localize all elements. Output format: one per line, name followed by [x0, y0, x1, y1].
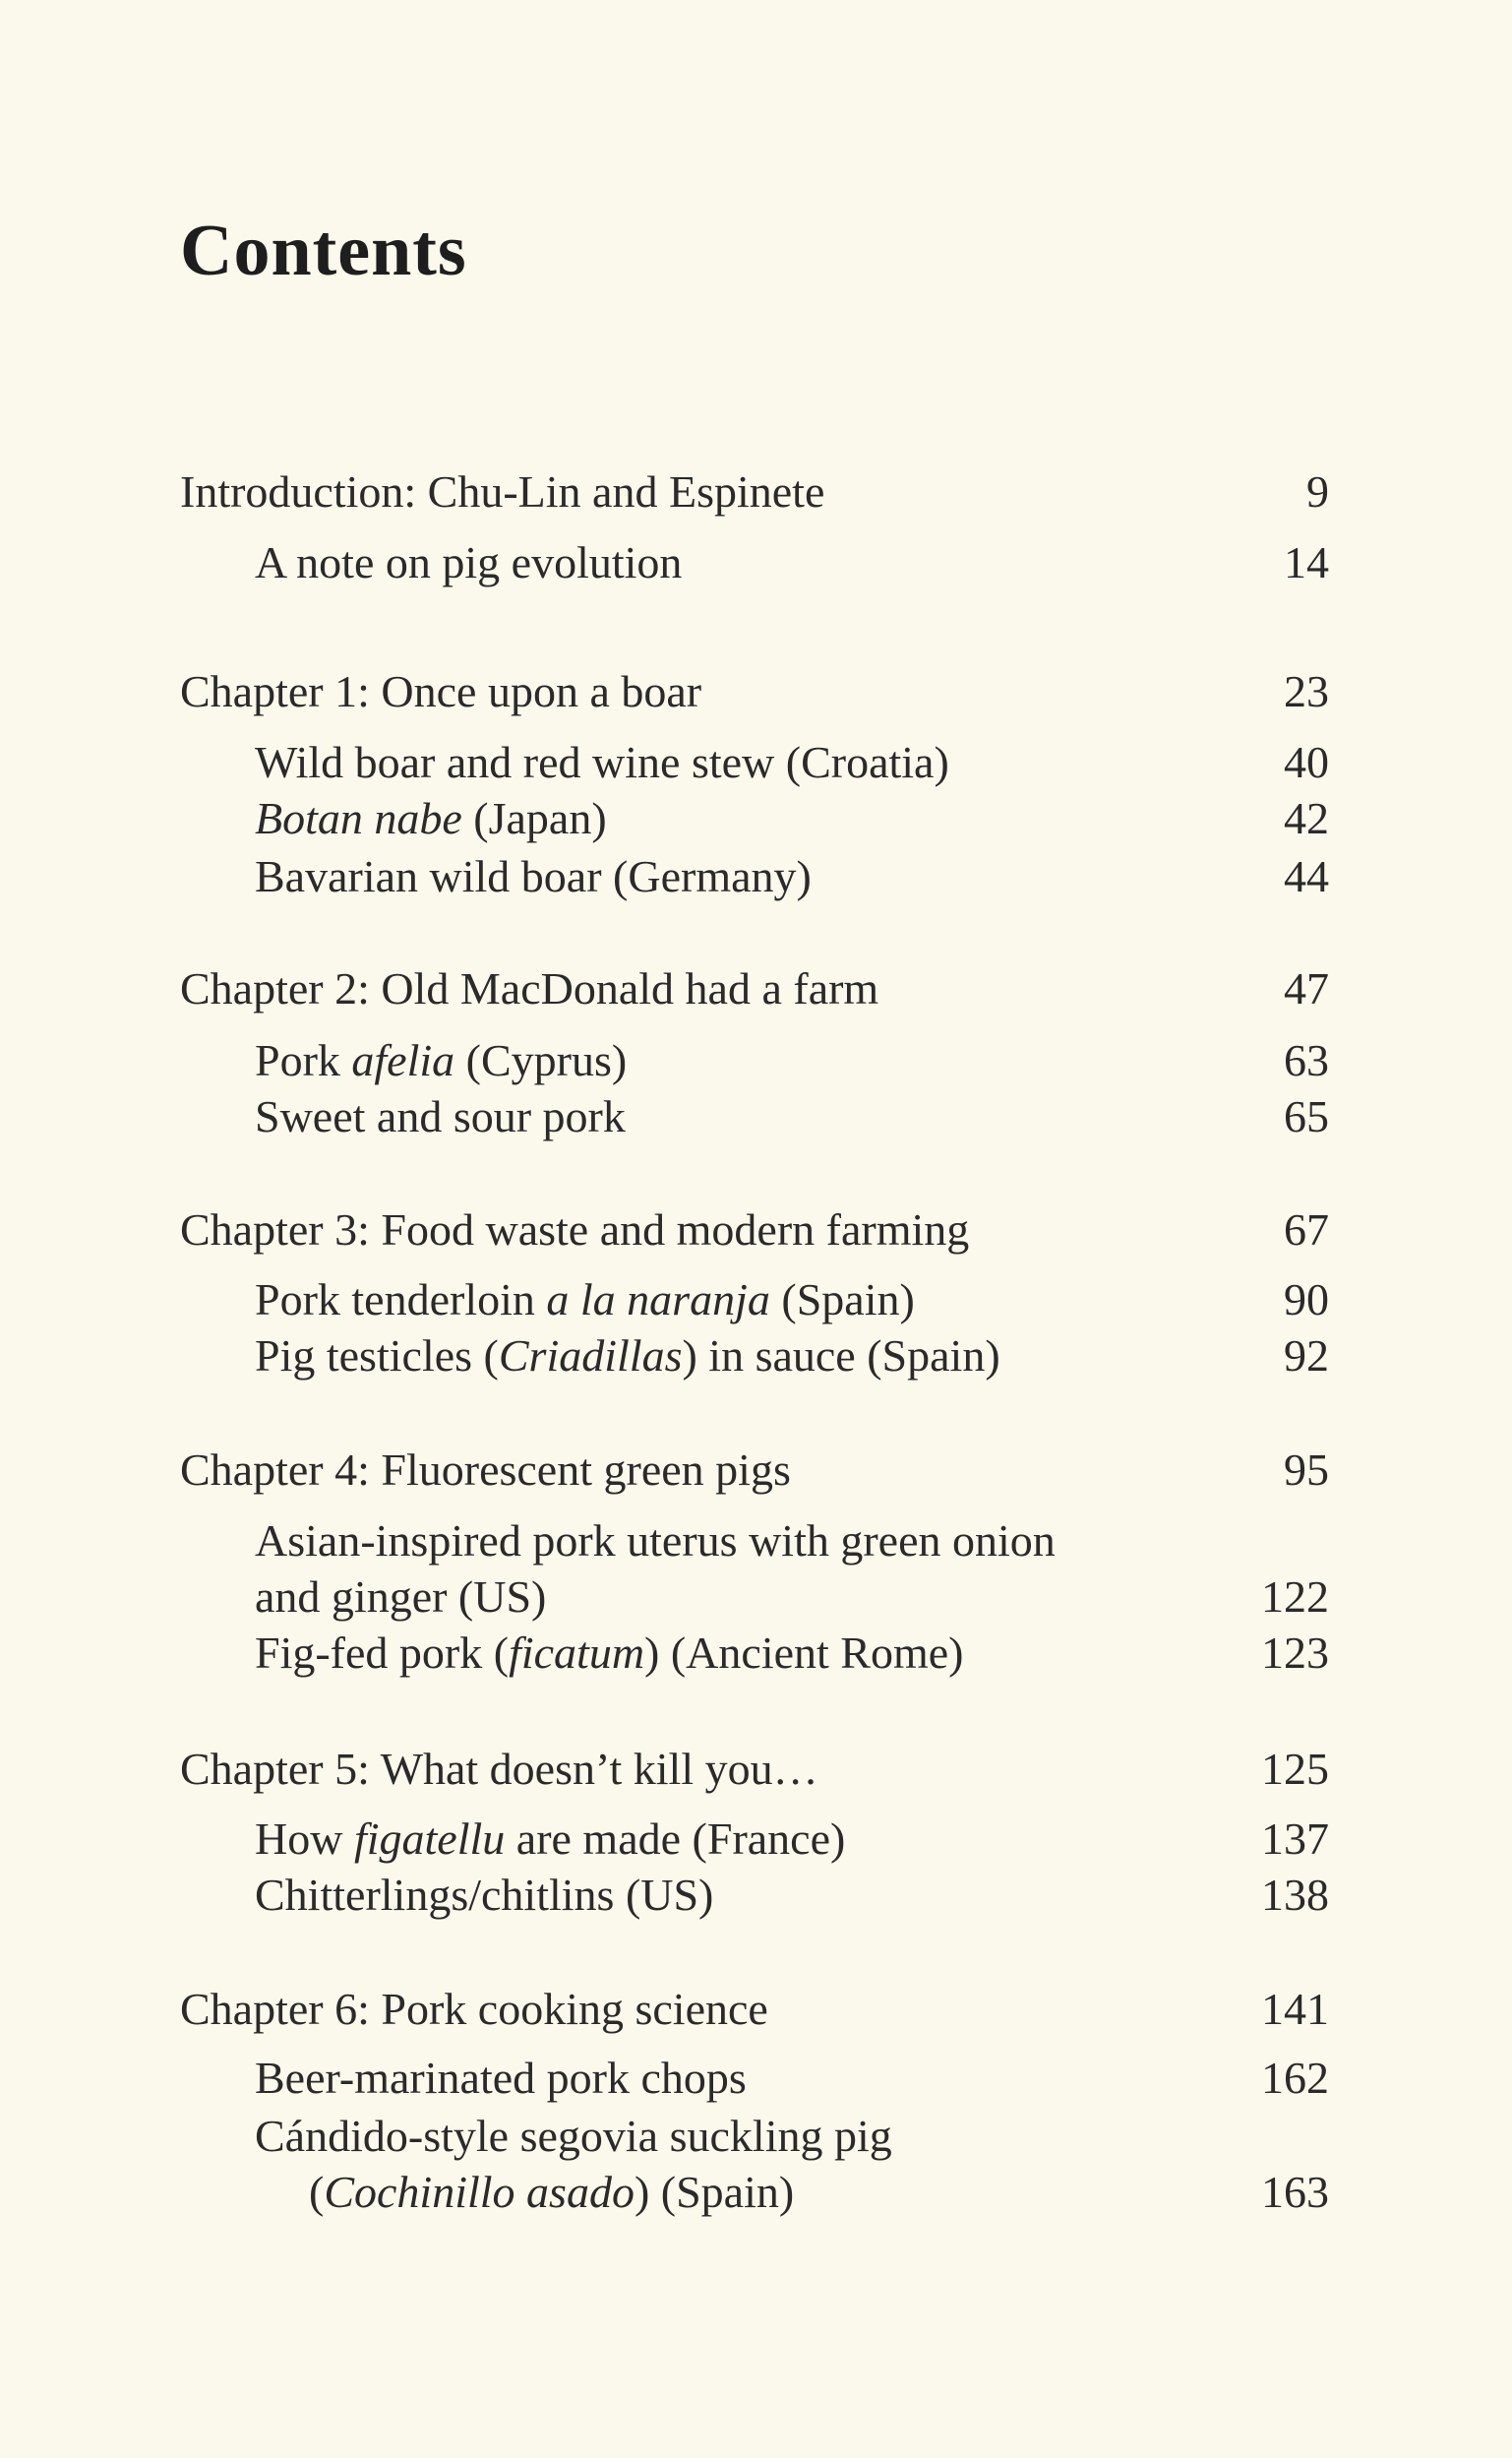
toc-chapter-title: [180, 1200, 969, 1260]
toc-entry-title: [255, 847, 812, 906]
text: Beer-marinated pork chops: [255, 2053, 747, 2103]
toc-page-number: 125: [1261, 1744, 1329, 1794]
text: Fig-fed pork (: [255, 1628, 510, 1678]
text: Introduction: Chu-Lin and Espinete: [180, 466, 825, 517]
text: ) (Ancient Rome): [644, 1628, 964, 1678]
text: Pork: [255, 1035, 352, 1085]
text: A note on pig evolution: [255, 537, 683, 587]
text: How: [255, 1813, 354, 1864]
text: (: [309, 2167, 325, 2217]
toc-entry-title: [255, 1087, 626, 1146]
text: Chapter 2: Old MacDonald had a farm: [180, 963, 879, 1014]
text: ) in sauce (Spain): [682, 1330, 1000, 1381]
toc-entry-title: [255, 2107, 892, 2166]
text: (Cyprus): [454, 1035, 628, 1085]
text: Asian-inspired pork uterus with green onion: [255, 1515, 1056, 1566]
text: Chapter 3: Food waste and modern farming: [180, 1204, 970, 1255]
toc-page-number: 123: [1261, 1628, 1329, 1678]
text: Chapter 5: What doesn’t kill you…: [180, 1744, 818, 1794]
text: Chapter 6: Pork cooking science: [180, 1984, 768, 2034]
toc-entry-title: [255, 1810, 845, 1869]
toc-chapter-title: [180, 1980, 768, 2039]
toc-chapter-title: [180, 1441, 791, 1500]
toc-page-number: 90: [1284, 1274, 1329, 1324]
text: ) (Spain): [634, 2167, 795, 2217]
text: (Japan): [461, 793, 607, 843]
toc-entry-title: [255, 1511, 1056, 1570]
text: Chapter 4: Fluorescent green pigs: [180, 1444, 791, 1495]
toc-page-number: 42: [1284, 793, 1329, 843]
toc-entry-title: [255, 789, 607, 848]
toc-entry-title: [255, 1031, 627, 1090]
toc-page-number: 23: [1284, 666, 1329, 716]
toc-chapter-title: [180, 462, 824, 522]
toc-chapter-title: [180, 1740, 818, 1799]
toc-page-number: 44: [1284, 851, 1329, 901]
toc-page-number: 163: [1261, 2167, 1329, 2217]
toc-entry-title: [255, 1567, 546, 1627]
text: and ginger (US): [255, 1571, 547, 1622]
text: Wild boar and red wine stew (Croatia): [255, 737, 949, 787]
toc-page-number: 122: [1261, 1571, 1329, 1622]
toc-entry-title: [255, 733, 949, 792]
italic-text: afelia: [351, 1035, 455, 1085]
page-title: Contents: [180, 211, 467, 291]
text: Pig testicles (: [255, 1330, 499, 1381]
toc-page-number: 40: [1284, 737, 1329, 787]
toc-page-number: 162: [1261, 2053, 1329, 2103]
text: Chitterlings/chitlins (US): [255, 1870, 714, 1920]
toc-page-number: 14: [1284, 537, 1329, 587]
toc-entry-title: [255, 2049, 747, 2108]
italic-text: Cochinillo asado: [324, 2167, 635, 2217]
toc-entry-title: [255, 1866, 713, 1925]
toc-chapter-title: [180, 662, 701, 721]
toc-entry-title: [255, 1624, 964, 1683]
text: Sweet and sour pork: [255, 1091, 626, 1141]
text: Bavarian wild boar (Germany): [255, 851, 812, 901]
italic-text: Criadillas: [498, 1330, 683, 1381]
toc-page-number: 95: [1284, 1444, 1329, 1495]
text: are made (France): [505, 1813, 846, 1864]
toc-entry-title: [309, 2163, 794, 2222]
italic-text: ficatum: [509, 1628, 645, 1678]
italic-text: figatellu: [353, 1813, 506, 1864]
toc-entry-title: [255, 533, 682, 592]
toc-chapter-title: [180, 959, 878, 1018]
toc-page-number: 47: [1284, 963, 1329, 1014]
toc-page-number: 92: [1284, 1330, 1329, 1381]
text: Pork tenderloin: [255, 1274, 547, 1324]
toc-page-number: 65: [1284, 1091, 1329, 1141]
toc-page-number: 63: [1284, 1035, 1329, 1085]
text: (Spain): [769, 1274, 915, 1324]
toc-page-number: 138: [1261, 1870, 1329, 1920]
text: Chapter 1: Once upon a boar: [180, 666, 702, 716]
text: Cándido-style segovia suckling pig: [255, 2111, 892, 2161]
italic-text: a la naranja: [546, 1274, 770, 1324]
toc-page-number: 137: [1261, 1813, 1329, 1864]
toc-entry-title: [255, 1270, 915, 1329]
italic-text: Botan nabe: [255, 793, 462, 843]
toc-page-number: 67: [1284, 1204, 1329, 1255]
toc-page-number: 9: [1306, 466, 1329, 517]
toc-page-number: 141: [1261, 1984, 1329, 2034]
toc-entry-title: [255, 1326, 1000, 1385]
